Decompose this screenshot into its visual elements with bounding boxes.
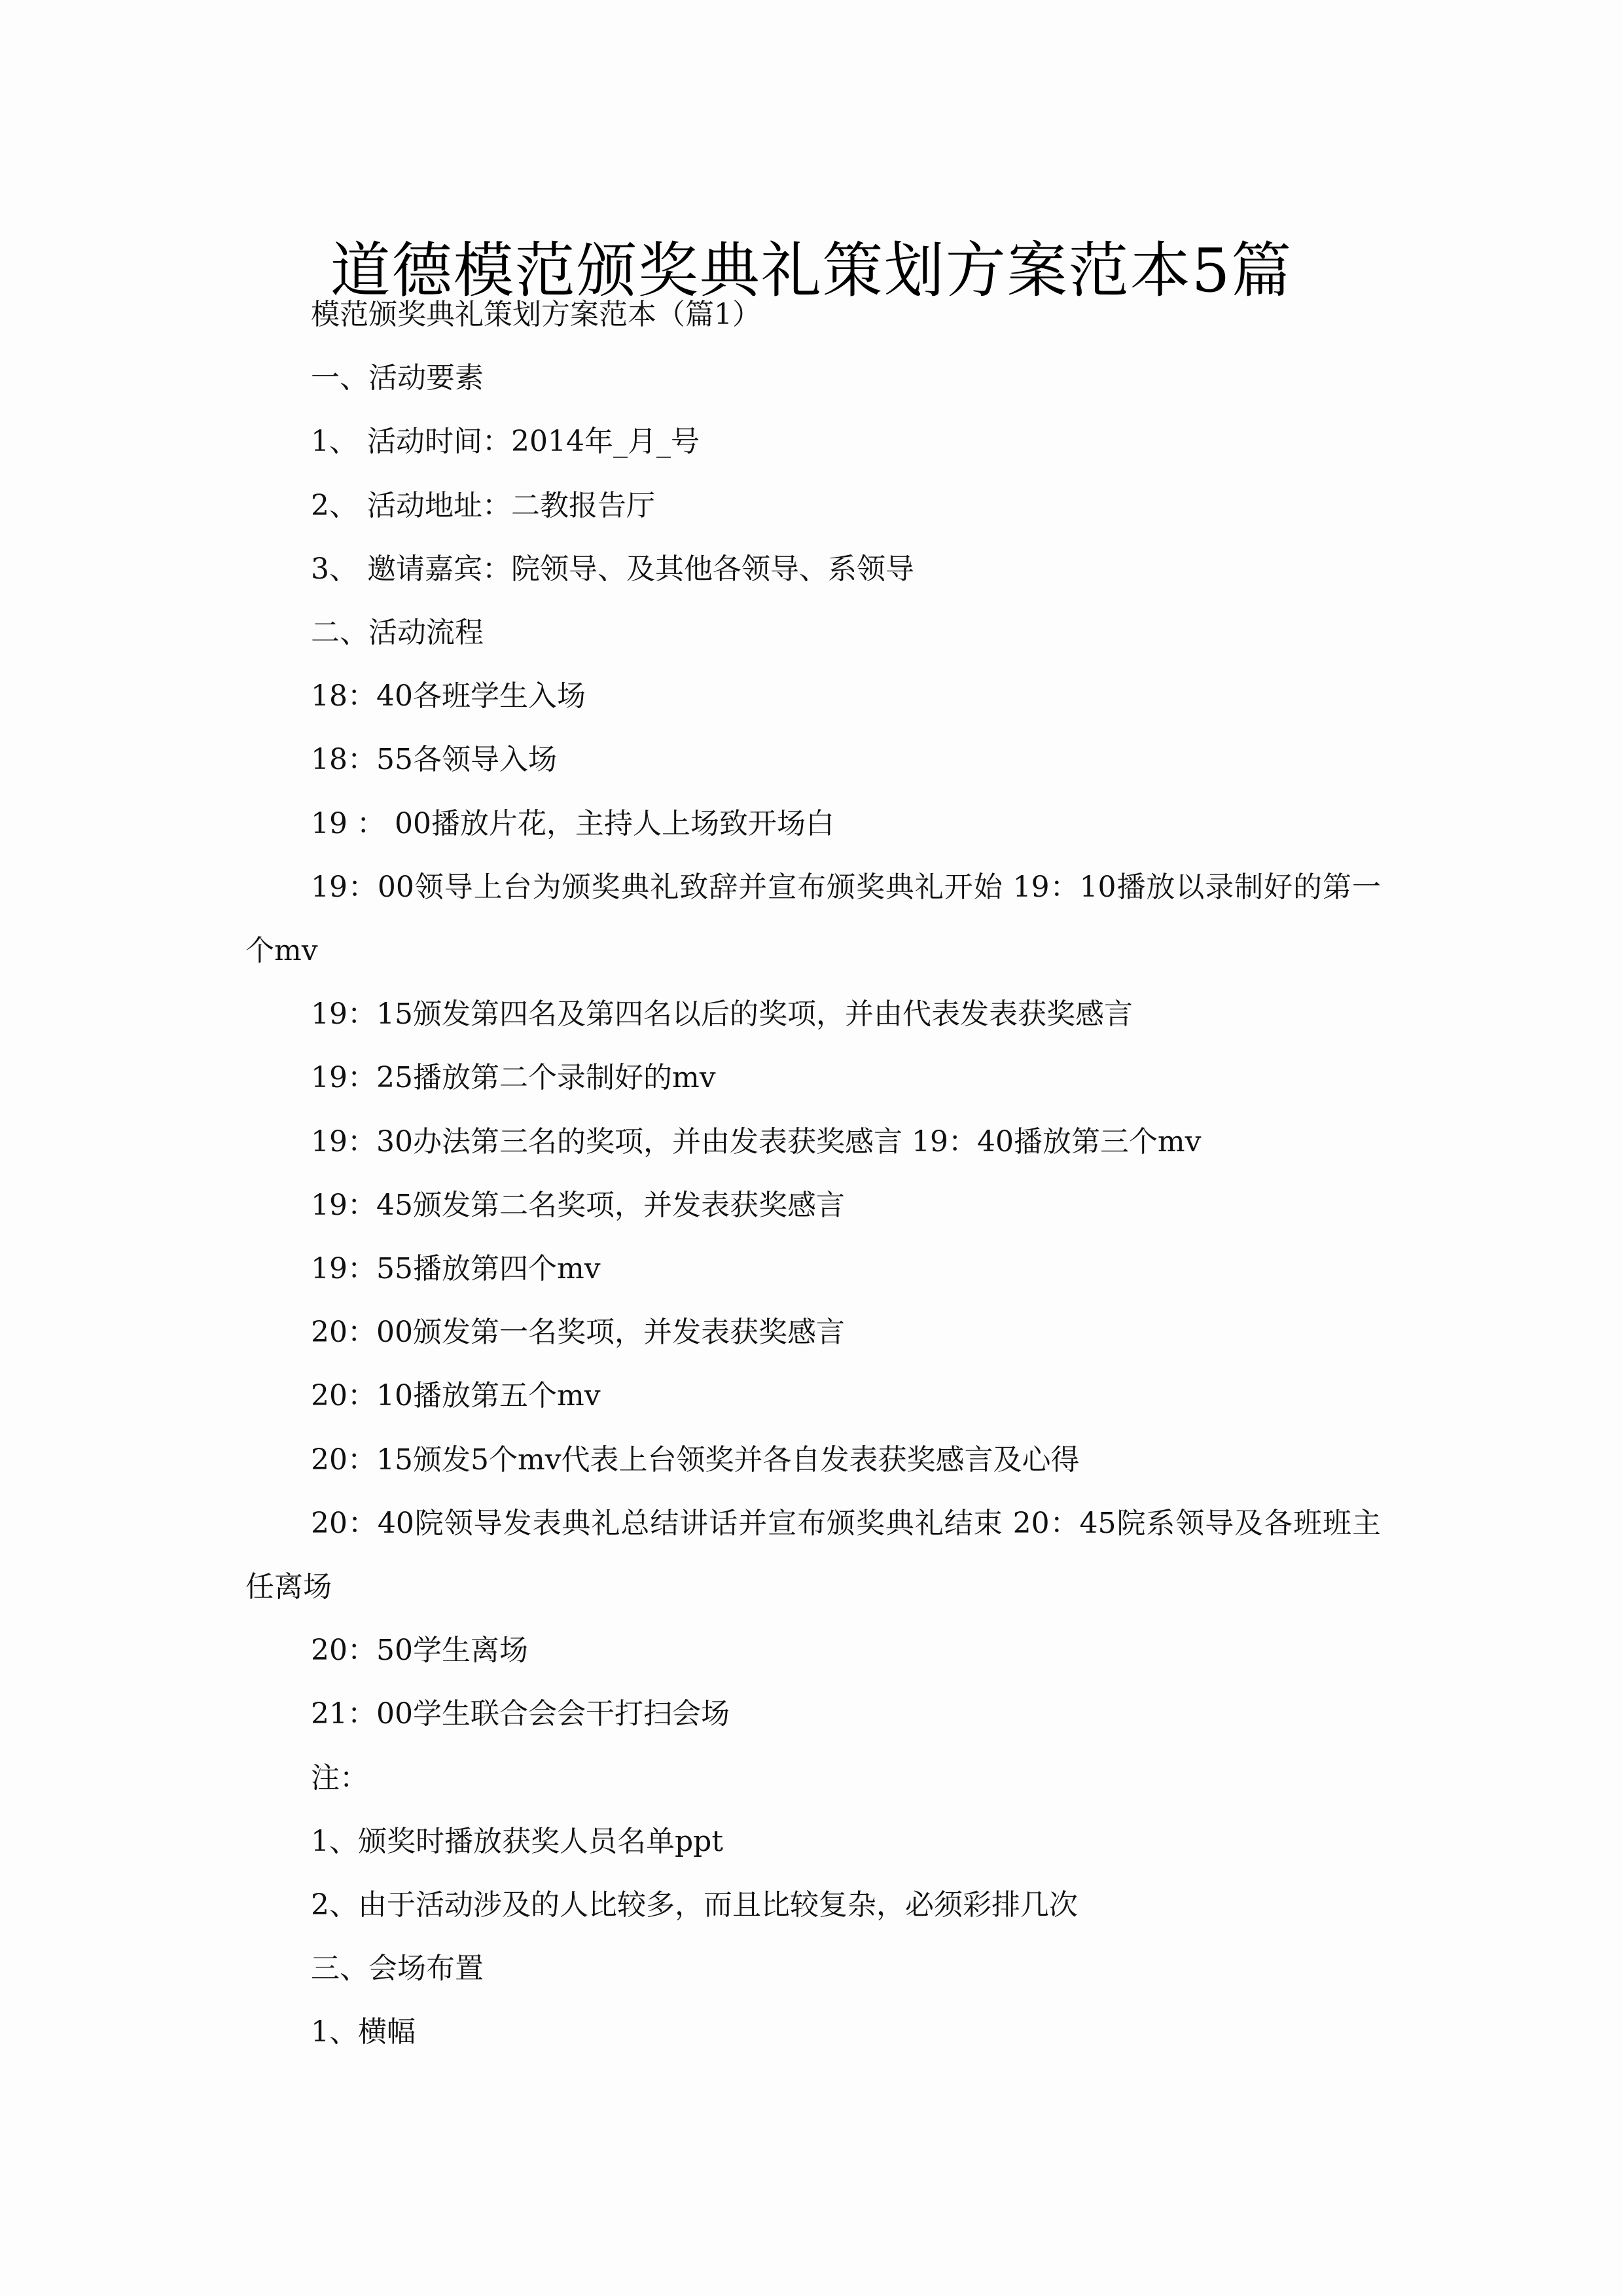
schedule-item: 20：50学生离场 [311, 1634, 528, 1668]
item-activity-time: 1、 活动时间：2014年_月_号 [311, 425, 700, 459]
schedule-item: 19：15颁发第四名及第四名以后的奖项，并由代表发表获奖感言 [311, 997, 1133, 1031]
schedule-item: 18：55各领导入场 [311, 743, 557, 777]
item-banner: 1、横幅 [311, 2015, 416, 2049]
note-heading: 注： [311, 1761, 368, 1795]
note-item: 2、由于活动涉及的人比较多，而且比较复杂，必须彩排几次 [311, 1888, 1078, 1922]
schedule-item: 19：45颁发第二名奖项，并发表获奖感言 [311, 1188, 845, 1222]
schedule-item: 21：00学生联合会会干打扫会场 [311, 1697, 730, 1731]
schedule-item: 20：15颁发5个mv代表上台领奖并各自发表获奖感言及心得 [311, 1443, 1080, 1477]
section-subtitle: 模范颁奖典礼策划方案范本（篇1） [311, 298, 761, 331]
schedule-item: 19：55播放第四个mv [311, 1252, 601, 1286]
heading-activity-process: 二、活动流程 [311, 616, 484, 650]
schedule-item: 19 ： 00播放片花，主持人上场致开场白 [311, 806, 834, 840]
schedule-item: 18：40各班学生入场 [311, 679, 586, 713]
heading-activity-elements: 一、活动要素 [311, 361, 484, 395]
schedule-item: 20：00颁发第一名奖项，并发表获奖感言 [311, 1316, 845, 1350]
heading-venue-layout: 三、会场布置 [311, 1952, 484, 1986]
schedule-item: 19：25播放第二个录制好的mv [311, 1061, 716, 1095]
schedule-item: 19：30办法第三名的奖项，并由发表获奖感言 19：40播放第三个mv [311, 1124, 1202, 1158]
schedule-item: 20：10播放第五个mv [311, 1379, 601, 1413]
item-invited-guests: 3、 邀请嘉宾：院领导、及其他各领导、系领导 [311, 552, 914, 586]
note-item: 1、颁奖时播放获奖人员名单ppt [311, 1824, 724, 1858]
document-body [245, 283, 1381, 2064]
schedule-item: 20：40院领导发表典礼总结讲话并宣布颁奖典礼结束 20：45院系领导及各班班主任离场 [245, 1506, 1381, 1604]
schedule-item: 19：00领导上台为颁奖典礼致辞并宣布颁奖典礼开始 19：10播放以录制好的第一个mv [245, 870, 1381, 968]
item-activity-location: 2、 活动地址：二教报告厅 [311, 488, 655, 522]
document-title: 道德模范颁奖典礼策划方案范本5篇 [330, 235, 1293, 306]
